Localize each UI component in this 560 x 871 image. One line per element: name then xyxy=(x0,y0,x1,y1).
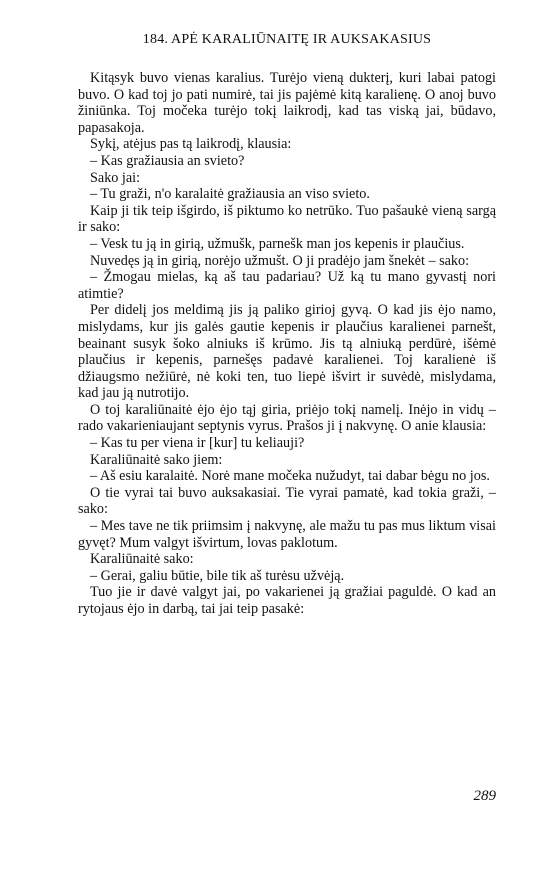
paragraph: Karaliūnaitė sako: xyxy=(90,551,194,568)
paragraph: Sykį, atėjus pas tą laikrodį, klausia: xyxy=(90,136,292,153)
paragraph: Karaliūnaitė sako jiem: xyxy=(90,451,223,468)
paragraph: Kaip ji tik teip išgirdo, iš piktumo ko netrūko. Tuo pašaukė vieną sargą ir sako: xyxy=(78,202,496,236)
dialogue-line: – Mes tave ne tik priimsim į nakvynę, ale mažu tu pas mus liktum visai gyvęt? Mum valgyt išvirtum, lovas paklotum. xyxy=(78,518,496,551)
book-page xyxy=(78,32,496,618)
dialogue-line: – Tu graži, n'o karalaitė gražiausia an viso svieto. xyxy=(90,186,370,203)
paragraph: Tuo jie ir davė valgyt jai, po vakarienei ją gražiai paguldė. O kad an rytojaus ėjo in darbą, tai jai teip pasakė: xyxy=(78,584,496,617)
paragraph: O toj karaliūnaitė ėjo ėjo tąj giria, priėjo tokį namelį. Inėjo in vidų – rado vakarieniaujant septynis vyrus. Prašos ji į nakvynę. O anie klausia: xyxy=(78,401,496,435)
chapter-title: 184. APĖ KARALIŪNAITĘ IR AUKSAKASIUS xyxy=(142,32,432,47)
dialogue-line: – Vesk tu ją in girią, užmušk, parnešk man jos kepenis ir plaučius. xyxy=(90,235,465,252)
story-text xyxy=(78,70,496,618)
dialogue-line: – Kas tu per viena ir [kur] tu keliauji? xyxy=(90,435,305,452)
paragraph: Sako jai: xyxy=(90,169,141,186)
dialogue-line: – Kas gražiausia an svieto? xyxy=(90,152,245,169)
paragraph: Per didelį jos meldimą jis ją paliko girioj gyvą. O kad jis ėjo namo, mislydams, kur jis galės gautie kepenis ir plaučius karalienei parnešt, beainant susyk šoko alniuks iš krūmo. Jis tą alniuką perdūrė, išėmė plaučius ir kepenis, parnešęs padavė karalienei. Toj karalienė iš džiaugsmo nežiūrė, nė koki ten, tuo liepė išvirt ir suvėdė, mislydama, kad jau ją nutrotijo. xyxy=(78,302,496,402)
paragraph: Nuvedęs ją in girią, norėjo užmušt. O ji pradėjo jam šnekėt – sako: xyxy=(90,252,470,269)
paragraph: Kitąsyk buvo vienas karalius. Turėjo vieną dukterį, kuri labai patogi buvo. O kad toj jo pati numirė, tai jis pajėmė kitą karalienę. O anoj buvo žiniūnka. Toj močeka turėjo tokį laikrodį, kad tas viską jai, būdavo, papasakoja. xyxy=(78,70,496,136)
dialogue-line: – Gerai, galiu būtie, bile tik aš turėsu užvėją. xyxy=(90,567,345,584)
page-number: 289 xyxy=(473,788,496,804)
dialogue-line: – Žmogau mielas, ką aš tau padariau? Už ką tu mano gyvastį nori atimtie? xyxy=(78,269,496,302)
dialogue-line: – Aš esiu karalaitė. Norė mane močeka nužudyt, tai dabar bėgu no jos. xyxy=(90,468,490,485)
paragraph: O tie vyrai tai buvo auksakasiai. Tie vyrai pamatė, kad tokia graži, – sako: xyxy=(78,484,496,518)
